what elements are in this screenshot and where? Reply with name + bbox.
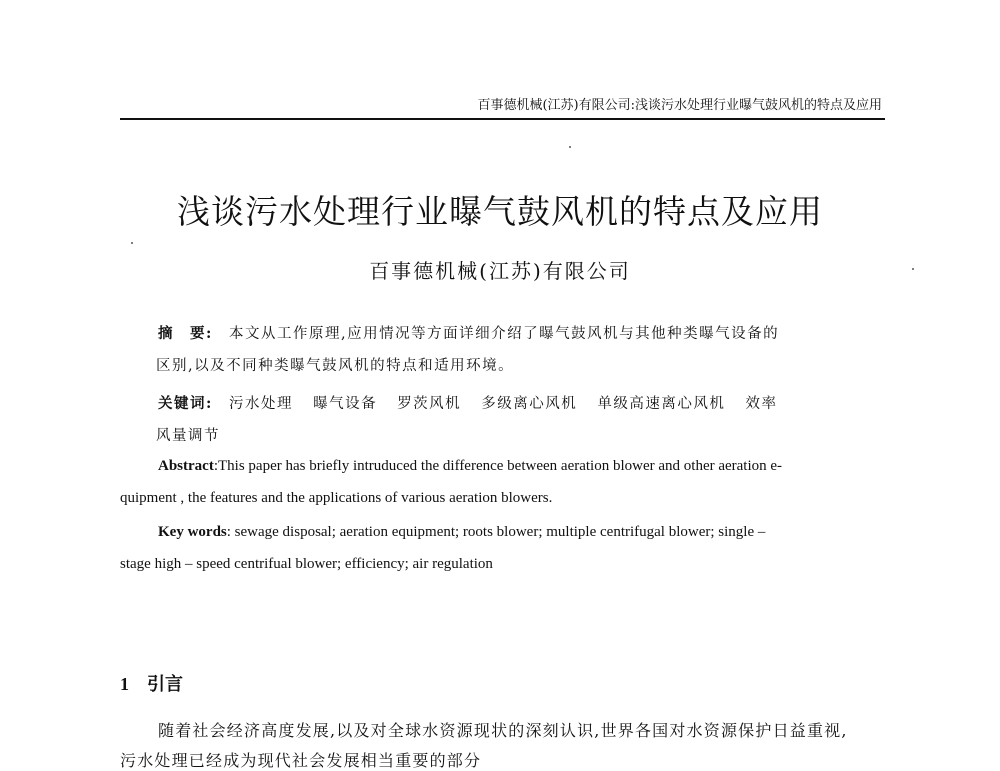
- abstract-cn-line1: [158, 322, 779, 343]
- abstract-cn-line2: 区别,以及不同种类曝气鼓风机的特点和适用环境。: [156, 358, 515, 374]
- keyword-cn: 效率: [745, 396, 778, 412]
- keyword-cn: 污水处理: [228, 396, 293, 412]
- keywords-cn-line1: [158, 392, 792, 413]
- article-title: 浅谈污水处理行业曝气鼓风机的特点及应用: [177, 192, 823, 231]
- section-heading: [120, 670, 183, 696]
- abstract-cn-text1: 本文从工作原理,应用情况等方面详细介绍了曝气鼓风机与其他种类曝气设备的: [228, 326, 780, 342]
- header-rule: [120, 118, 885, 120]
- section-body-line1: 随着社会经济高度发展,以及对全球水资源现状的深刻认识,世界各国对水资源保护日益重视,: [158, 721, 848, 740]
- keyword-cn: 单级高速离心风机: [597, 396, 726, 412]
- keyword-cn: 曝气设备: [313, 396, 378, 412]
- keywords-cn-line2: 风量调节: [156, 428, 220, 444]
- scan-speck: [569, 146, 571, 148]
- section-body-line2: 污水处理已经成为现代社会发展相当重要的部分: [120, 751, 482, 770]
- scan-speck: [131, 242, 133, 244]
- abstract-cn-label: 摘 要:: [158, 325, 213, 342]
- abstract-en-text1: :This paper has briefly intruduced the difference between aeration blower and other aeration e-: [213, 458, 783, 474]
- abstract-en-label: Abstract: [158, 458, 214, 474]
- keywords-cn-list: [229, 396, 792, 412]
- section-number: 1: [120, 674, 129, 694]
- keywords-en-line1: [158, 524, 765, 541]
- keywords-en-line2: stage high – speed centrifual blower; efficiency; air regulation: [120, 556, 493, 572]
- keyword-cn: 多级离心风机: [481, 396, 578, 412]
- running-header: 百事德机械(江苏)有限公司:浅谈污水处理行业曝气鼓风机的特点及应用: [477, 98, 882, 113]
- article-author: 百事德机械(江苏)有限公司: [369, 259, 631, 283]
- abstract-en-line2: quipment , the features and the applications of various aeration blowers.: [120, 490, 553, 506]
- keyword-cn: 罗茨风机: [397, 396, 462, 412]
- abstract-en-line1: [158, 458, 782, 475]
- keywords-cn-label: 关键词:: [158, 395, 213, 412]
- keywords-en-label: Key words: [158, 524, 227, 540]
- keywords-en-text1: : sewage disposal; aeration equipment; roots blower; multiple centrifugal blower; single –: [226, 524, 766, 540]
- section-title: 引言: [147, 674, 183, 695]
